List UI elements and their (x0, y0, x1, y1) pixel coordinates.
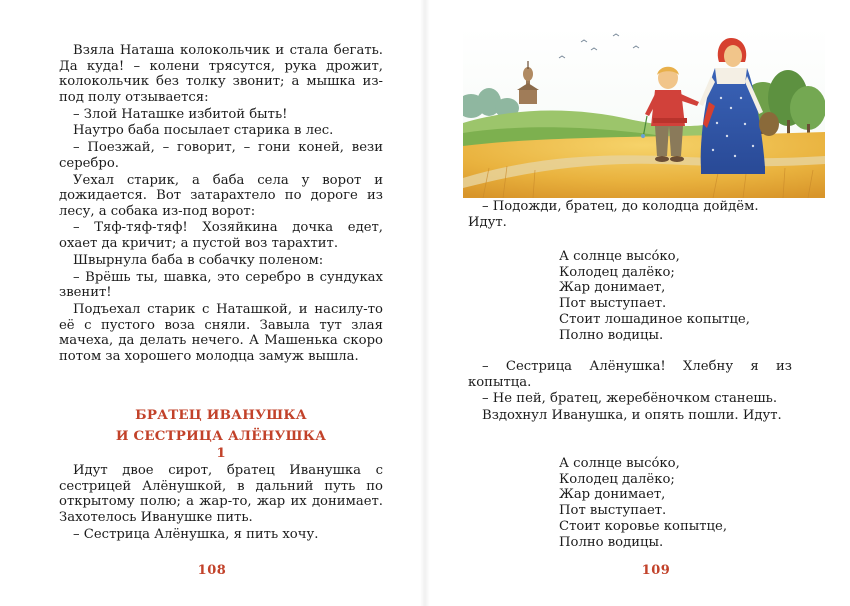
paragraph: Швырнула баба в собачку поленом: (73, 252, 324, 268)
paragraph: – Сестрица Алёнушка! Хлебну я из копытца. (468, 359, 792, 390)
page-number-right: 109 (641, 563, 671, 578)
chapter-number: 1 (216, 445, 226, 461)
story-illustration (463, 28, 825, 198)
story-title-line2: И СЕСТРИЦА АЛЁНУШКА (115, 428, 327, 444)
verse-block-1 (559, 249, 789, 343)
paragraph: Наутро баба посылает старика в лес. (73, 123, 334, 139)
verse-line: Колодец далёко; (559, 264, 675, 280)
paragraph: Уехал старик, а баба села у ворот и дожидается. Вот затарахтело по дороге из лесу, а собака из-под ворот: (59, 172, 383, 219)
right-text-middle (468, 359, 792, 425)
paragraph: Взяла Наташа колокольчик и стала бегать. Да куда! – колени трясутся, рука дрожит, колокольчик без толку звонит; а мышка из-под полу отзывается: (59, 43, 383, 105)
verse-line: Стоит коровье копытце, (559, 518, 728, 534)
paragraph: – Врёшь ты, шавка, это серебро в сундуках звенит! (59, 269, 383, 301)
verse-block-2 (559, 456, 789, 550)
verse-line: Жар донимает, (559, 280, 666, 296)
right-text-top (468, 199, 792, 231)
paragraph: – Злой Наташке избитой быть! (73, 106, 288, 122)
story-title (59, 405, 383, 447)
story-title-line1: БРАТЕЦ ИВАНУШКА (135, 407, 307, 423)
page-number-left: 108 (197, 563, 227, 578)
left-text-bottom (59, 463, 383, 543)
verse-line: Полно водицы. (559, 534, 664, 550)
verse-line: Полно водицы. (559, 327, 664, 343)
verse-line: Жар донимает, (559, 487, 666, 503)
verse-line: Пот выступает. (559, 503, 667, 519)
paragraph: Вздохнул Иванушка, и опять пошли. Идут. (482, 408, 782, 424)
paragraph: – Сестрица Алёнушка, я пить хочу. (73, 526, 319, 542)
paragraph: Идут двое сирот, братец Иванушка с сестрицей Алёнушкой, в дальний путь по открытому полю; а жар-то, жар их донимает. Захотелось Иванушке пить. (59, 463, 383, 525)
paragraph: – Тяф-тяф-тяф! Хозяйкина дочка едет, охает да кричит; а пустой воз тарахтит. (59, 220, 383, 252)
verse-line: А солнце высо́ко, (559, 456, 680, 471)
illustration-image (463, 28, 825, 198)
verse-line: А солнце высо́ко, (559, 249, 680, 264)
paragraph: – Поезжай, – говорит, – гони коней, вези серебро. (59, 140, 383, 171)
verse-line: Пот выступает. (559, 296, 667, 312)
left-text-top (59, 43, 383, 366)
verse-line: Стоит лошадиное копытце, (559, 311, 750, 327)
right-page (425, 0, 850, 606)
verse-line: Колодец далёко; (559, 471, 675, 487)
paragraph: Подъехал старик с Наташкой, и насилу-то её с пустого воза сняли. Завыла тут злая мачеха, да делать нечего. А Машенька скоро потом за хорошего молодца замуж вышла. (59, 302, 383, 364)
paragraph: – Не пей, братец, жеребёночком станешь. (482, 391, 778, 407)
paragraph: – Подожди, братец, до колодца дойдём. Идут. (468, 199, 759, 230)
